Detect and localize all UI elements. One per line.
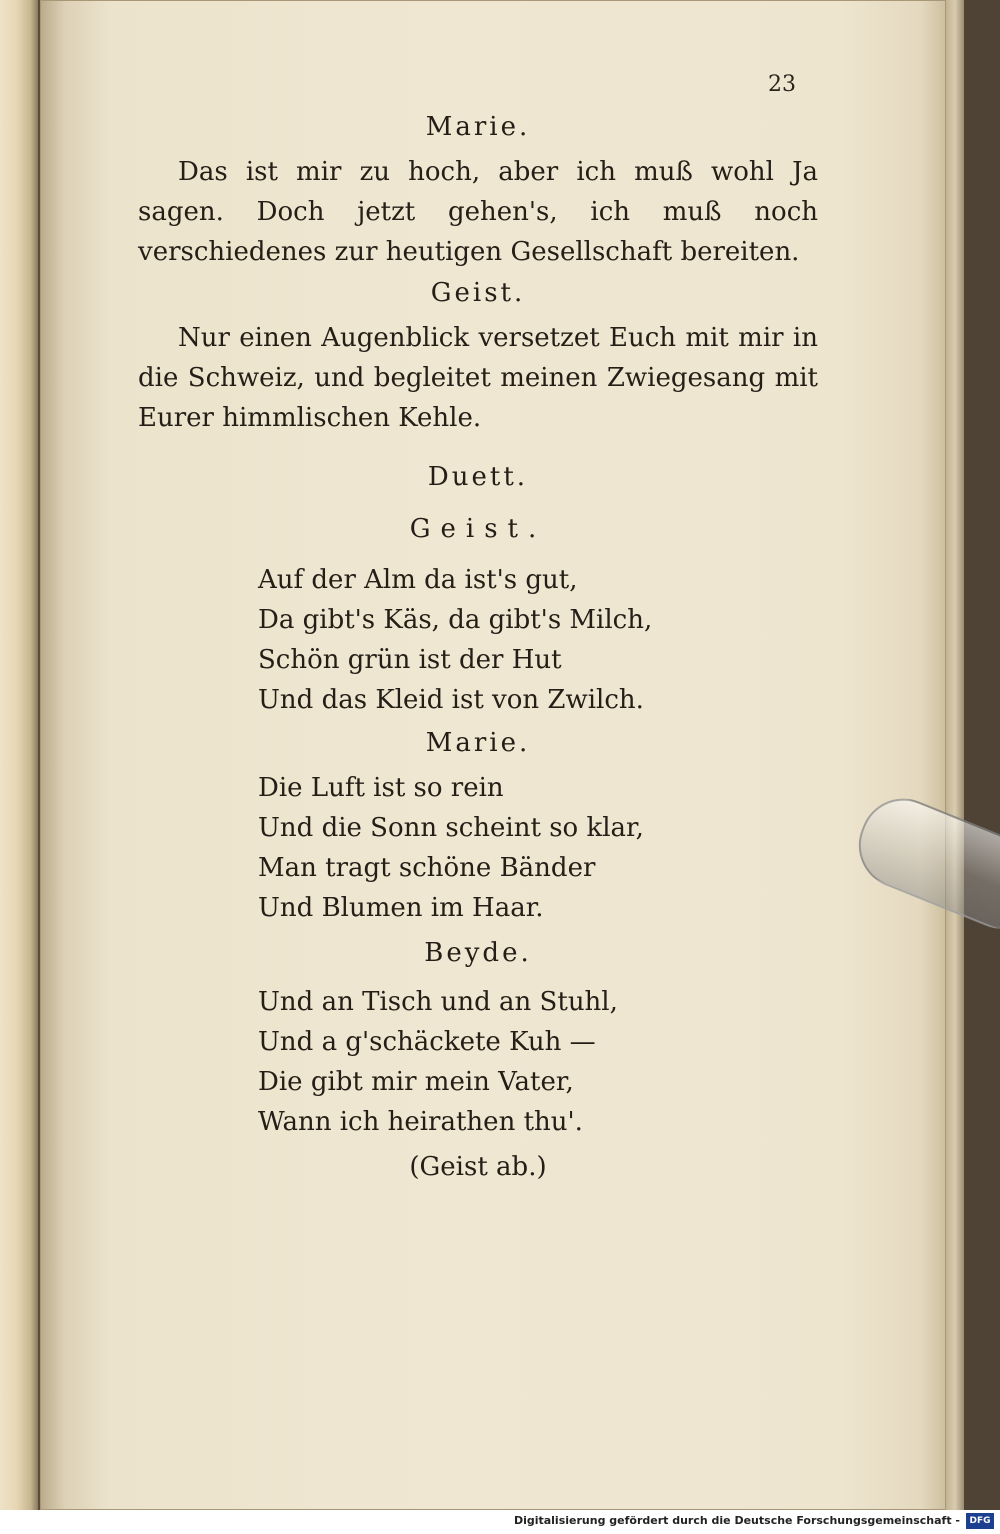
verse-line: Und Blumen im Haar. <box>258 893 544 923</box>
scanner-background <box>964 0 1000 1510</box>
verse-line: Da gibt's Käs, da gibt's Milch, <box>258 605 653 635</box>
verse-stanza-2 <box>258 768 644 928</box>
verse-line: Schön grün ist der Hut <box>258 645 562 675</box>
stage-direction: (Geist ab.) <box>409 1152 547 1182</box>
verse-line: Wann ich heirathen thu'. <box>258 1107 583 1137</box>
verse-line: Man tragt schöne Bänder <box>258 853 596 883</box>
verse-stanza-1 <box>258 560 652 720</box>
duett-heading: Duett. <box>427 462 529 492</box>
verse-line: Die Luft ist so rein <box>258 773 504 803</box>
dialogue-paragraph-2: Nur einen Augenblick versetzet Euch mit mir in die Schweiz, und begleitet meinen Zwiegesang mit Eurer himmlischen Kehle. <box>138 323 818 433</box>
dfg-logo: DFG <box>966 1513 994 1529</box>
dialogue-paragraph-1: Das ist mir zu hoch, aber ich muß wohl Ja sagen. Doch jetzt gehen's, ich muß noch verschiedenes zur heutigen Gesellschaft bereiten. <box>138 157 818 267</box>
page-number: 23 <box>768 72 796 97</box>
verse-line: Die gibt mir mein Vater, <box>258 1067 574 1097</box>
verse-line: Auf der Alm da ist's gut, <box>258 565 578 595</box>
speaker-marie-2: Marie. <box>425 728 531 758</box>
verse-line: Und a g'schäckete Kuh — <box>258 1027 596 1057</box>
page-stack-edge <box>946 0 964 1510</box>
speaker-marie-1: Marie. <box>425 112 531 142</box>
footer-bar <box>0 1510 1000 1534</box>
previous-page-edge <box>0 0 38 1510</box>
verse-line: Und die Sonn scheint so klar, <box>258 813 644 843</box>
footer-credit: Digitalisierung gefördert durch die Deutsche Forschungsgemeinschaft - <box>513 1514 960 1527</box>
speaker-geist-1: Geist. <box>430 278 526 308</box>
verse-line: Und an Tisch und an Stuhl, <box>258 987 618 1017</box>
speaker-beyde: Beyde. <box>424 938 532 968</box>
speaker-geist-2: Geist. <box>409 514 547 544</box>
verse-stanza-3 <box>258 982 618 1142</box>
verse-line: Und das Kleid ist von Zwilch. <box>258 685 644 715</box>
